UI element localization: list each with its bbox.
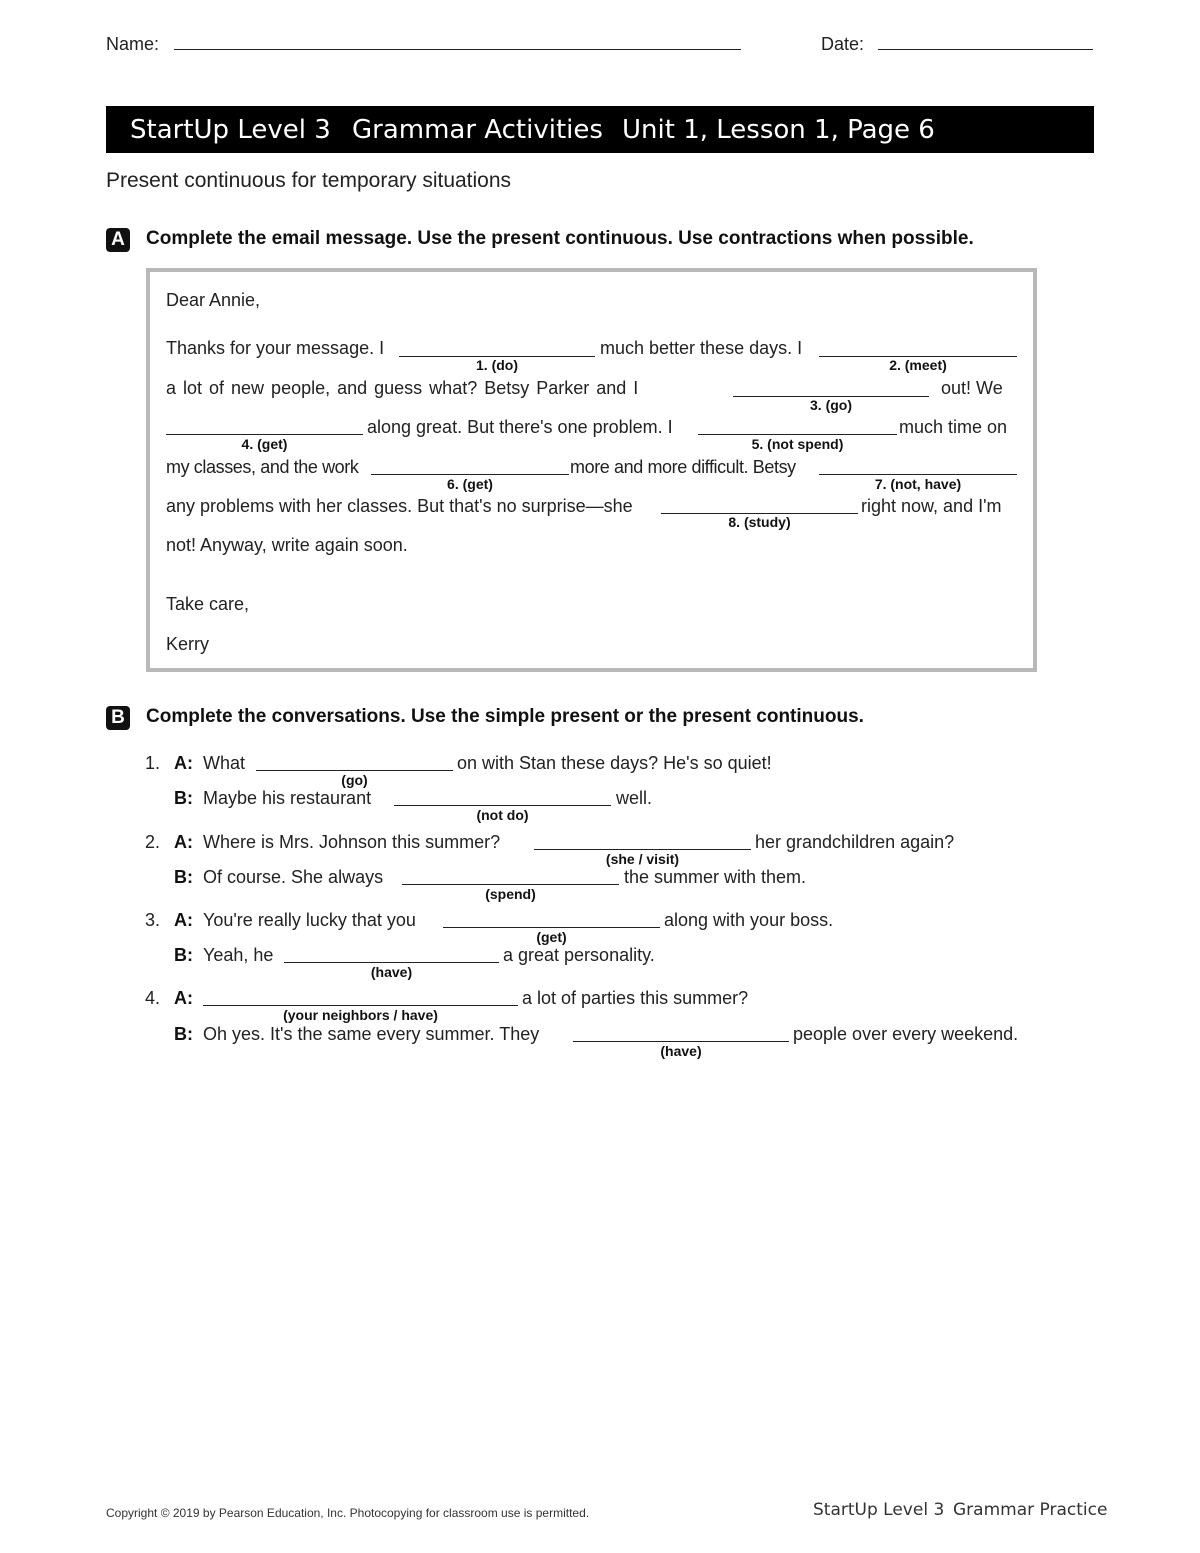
speaker-b-label: B: — [174, 788, 193, 808]
verb-cue-b4b: (have) — [660, 1043, 702, 1059]
answer-blank-7[interactable] — [819, 474, 1017, 475]
part-b-instruction: Complete the conversations. Use the simple present or the present continuous. — [146, 706, 864, 727]
email-signature: Kerry — [166, 634, 210, 654]
title-section: Grammar Activities — [352, 115, 603, 145]
email-greeting: Dear Annie, — [166, 290, 261, 310]
email-text: a lot of new people, and guess what? Betsy Parker and I — [166, 378, 639, 398]
answer-blank-4[interactable] — [166, 434, 363, 435]
answer-blank-b1b[interactable] — [394, 805, 611, 806]
email-text: my classes, and the work — [166, 457, 359, 477]
speaker-a-label: A: — [174, 910, 193, 930]
part-a-badge: A — [106, 228, 130, 252]
dialogue-text: What — [203, 753, 246, 773]
dialogue-text: people over every weekend. — [793, 1024, 1019, 1044]
copyright-notice: Copyright © 2019 by Pearson Education, Inc. Photocopying for classroom use is permitted. — [106, 1506, 590, 1520]
speaker-b-label: B: — [174, 867, 193, 887]
answer-blank-b2b[interactable] — [402, 884, 619, 885]
verb-cue-3: 3. (go) — [810, 397, 852, 413]
email-text: more and more difficult. Betsy — [570, 457, 796, 477]
email-text: much better these days. I — [600, 338, 803, 358]
email-closing: Take care, — [166, 594, 250, 614]
title-bar — [106, 106, 1094, 153]
verb-cue-b2a: (she / visit) — [605, 851, 680, 867]
verb-cue-b3b: (have) — [370, 964, 413, 980]
verb-cue-b1b: (not do) — [476, 807, 529, 823]
dialogue-text: Of course. She always — [203, 867, 384, 887]
footer-level: StartUp Level 3 — [813, 1500, 945, 1520]
verb-cue-b1a: (go) — [341, 772, 368, 788]
verb-cue-b4a: (your neighbors / have) — [283, 1007, 438, 1023]
verb-cue-b3a: (get) — [536, 929, 567, 945]
email-text: out! We — [941, 378, 1003, 398]
date-input-line[interactable] — [878, 49, 1093, 50]
dialogue-text: You're really lucky that you — [203, 910, 416, 930]
answer-blank-b1a[interactable] — [256, 770, 453, 771]
dialogue-text: Maybe his restaurant — [203, 788, 372, 808]
part-b-badge: B — [106, 706, 130, 730]
verb-cue-4: 4. (get) — [241, 436, 288, 452]
answer-blank-b3b[interactable] — [284, 962, 499, 963]
dialogue-text: Oh yes. It's the same every summer. They — [203, 1024, 540, 1044]
name-input-line[interactable] — [174, 49, 741, 50]
email-text: not! Anyway, write again soon. — [166, 535, 408, 555]
answer-blank-b4a[interactable] — [203, 1005, 518, 1006]
dialogue-text: Where is Mrs. Johnson this summer? — [203, 832, 501, 852]
verb-cue-8: 8. (study) — [728, 514, 791, 530]
verb-cue-6: 6. (get) — [447, 476, 493, 492]
speaker-a-label: A: — [174, 988, 193, 1008]
lesson-subtitle: Present continuous for temporary situations — [106, 169, 512, 192]
verb-cue-b2b: (spend) — [485, 886, 536, 902]
answer-blank-b4b[interactable] — [573, 1041, 789, 1042]
answer-blank-6[interactable] — [371, 474, 569, 475]
date-label: Date: — [821, 34, 865, 54]
dialogue-text: on with Stan these days? He's so quiet! — [457, 753, 772, 773]
title-unit: Unit 1, Lesson 1, Page 6 — [622, 115, 935, 145]
email-text: any problems with her classes. But that's no surprise—she — [166, 496, 633, 516]
dialogue-text: Yeah, he — [203, 945, 274, 965]
dialogue-text: well. — [616, 788, 653, 808]
answer-blank-b2a[interactable] — [534, 849, 751, 850]
item-number: 4. — [145, 988, 161, 1008]
speaker-b-label: B: — [174, 945, 193, 965]
title-level: StartUp Level 3 — [130, 115, 331, 145]
verb-cue-2: 2. (meet) — [889, 357, 947, 373]
email-text: along great. But there's one problem. I — [367, 417, 673, 437]
email-text: Thanks for your message. I — [166, 338, 385, 358]
dialogue-text: her grandchildren again? — [755, 832, 955, 852]
name-label: Name: — [106, 34, 160, 54]
dialogue-text: along with your boss. — [664, 910, 834, 930]
item-number: 2. — [145, 832, 161, 852]
answer-blank-5[interactable] — [698, 434, 897, 435]
email-text: much time on — [899, 417, 1008, 437]
item-number: 3. — [145, 910, 161, 930]
answer-blank-b3a[interactable] — [443, 927, 660, 928]
part-a-instruction: Complete the email message. Use the present continuous. Use contractions when possible. — [146, 228, 974, 249]
speaker-b-label: B: — [174, 1024, 193, 1044]
dialogue-text: a great personality. — [503, 945, 655, 965]
speaker-a-label: A: — [174, 753, 193, 773]
verb-cue-5: 5. (not spend) — [751, 436, 844, 452]
dialogue-text: a lot of parties this summer? — [522, 988, 749, 1008]
verb-cue-7: 7. (not, have) — [874, 476, 962, 492]
email-text: right now, and I'm — [861, 496, 1002, 516]
item-number: 1. — [145, 753, 161, 773]
footer-practice: Grammar Practice — [953, 1500, 1108, 1520]
dialogue-text: the summer with them. — [624, 867, 807, 887]
speaker-a-label: A: — [174, 832, 193, 852]
verb-cue-1: 1. (do) — [476, 357, 518, 373]
